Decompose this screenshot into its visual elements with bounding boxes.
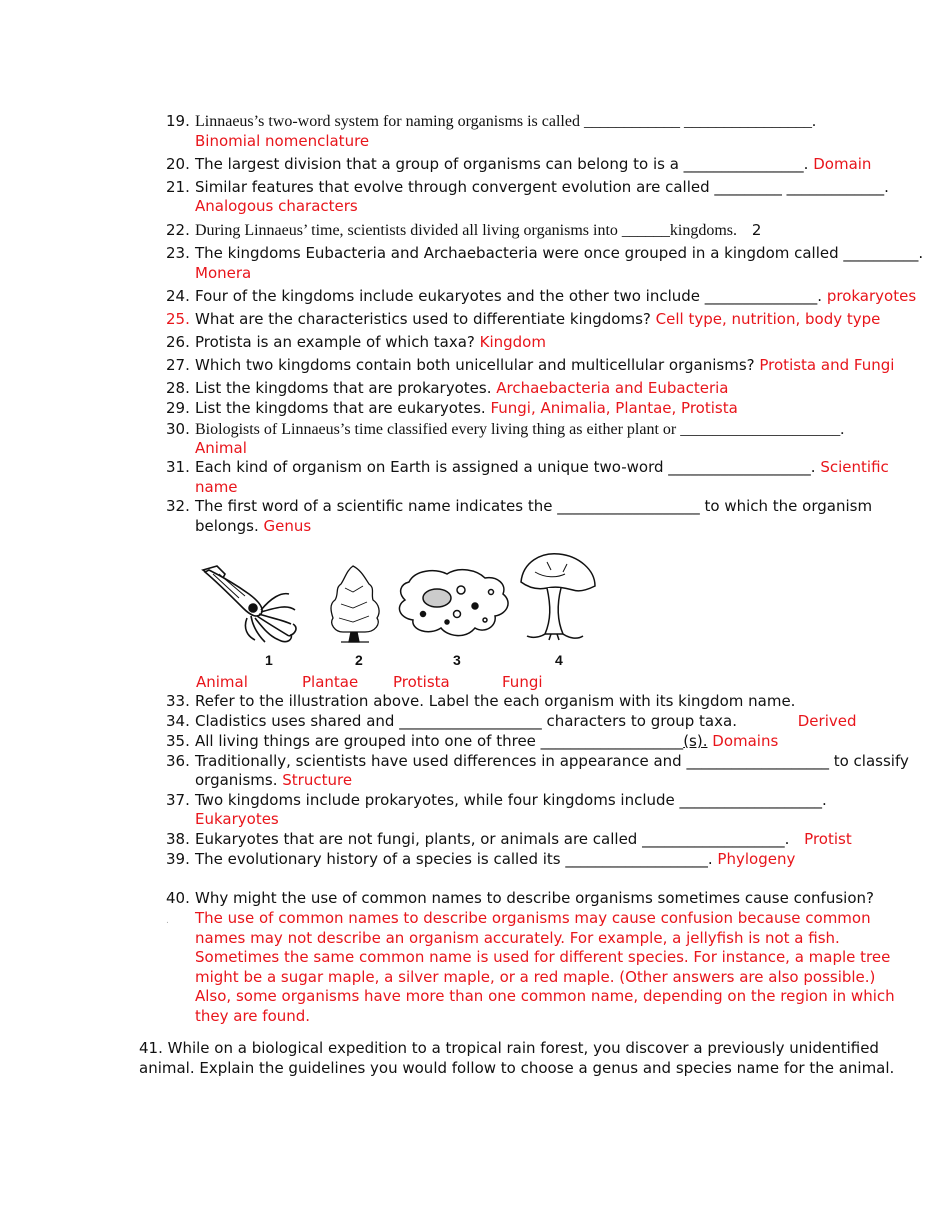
answer-39: Phylogeny	[717, 850, 796, 868]
question-text: Refer to the illustration above. Label the each organism with its kingdom name.	[195, 692, 796, 710]
question-32	[166, 497, 896, 517]
answer-28: Archaebacteria and Eubacteria	[496, 379, 729, 397]
question-39	[166, 850, 896, 870]
question-text: Cladistics uses shared and ___________________ characters to group taxa.	[195, 712, 737, 730]
answer-35: Domains	[712, 732, 779, 750]
question-number: 38.	[166, 830, 190, 848]
question-24	[166, 287, 917, 307]
answer-31-cont: name	[195, 478, 238, 496]
question-number: 34.	[166, 712, 190, 730]
answer-30: Animal	[195, 439, 247, 457]
question-number: 25.	[166, 310, 190, 328]
answer-23: Monera	[195, 264, 252, 282]
question-32-cont	[195, 517, 311, 537]
answer-37: Eukaryotes	[195, 810, 279, 828]
answer-36: Structure	[282, 771, 353, 789]
answer-22: 2	[751, 221, 762, 239]
question-number: 23.	[166, 244, 190, 262]
question-text: Two kingdoms include prokaryotes, while four kingdoms include ___________________.	[195, 791, 827, 809]
tree-drawing	[331, 566, 379, 642]
question-suffix: (s).	[683, 732, 708, 750]
question-40	[166, 889, 896, 909]
answer-31: Scientific	[820, 458, 889, 476]
question-text: All living things are grouped into one of three ___________________	[195, 732, 684, 750]
question-22	[166, 221, 896, 241]
illustration-number-4: 4	[555, 652, 563, 668]
question-number: 31.	[166, 458, 190, 476]
question-text: Eukaryotes that are not fungi, plants, or animals are called ___________________.	[195, 830, 790, 848]
question-text: Linnaeus’s two-word system for naming organisms is called ____________ ________________.	[195, 113, 816, 130]
question-33	[166, 692, 896, 712]
question-text: The first word of a scientific name indicates the ___________________ to which the organism	[195, 497, 873, 515]
question-30	[166, 420, 896, 440]
answer-32: Genus	[263, 517, 312, 535]
question-number: 20.	[166, 155, 190, 173]
kingdom-label-2: Plantae	[302, 673, 359, 691]
organism-illustration	[195, 548, 615, 668]
answer-40: The use of common names to describe organisms may cause confusion because common names may not describe an organism accurately. For example, a jellyfish is not a fish. Sometimes the same common name is used for different species. For instance, a maple tree might be a sugar maple, a silver maple, or a red maple. (Other answers are also possible.) Also, some organisms have more than one common name, depending on the region in which they are found.	[195, 909, 895, 1025]
question-31	[166, 458, 896, 478]
question-20	[166, 155, 896, 175]
question-text: Biologists of Linnaeus’s time classified every living thing as either plant or ____________________.	[195, 421, 845, 438]
question-text: belongs.	[195, 517, 259, 535]
question-35	[166, 732, 896, 752]
answer-38: Protist	[804, 830, 852, 848]
question-number: 40.	[166, 889, 190, 907]
question-number: 19.	[166, 112, 190, 130]
answer-20: Domain	[813, 155, 872, 173]
answer-19: Binomial nomenclature	[195, 132, 370, 150]
question-27	[166, 356, 896, 376]
question-text: Traditionally, scientists have used differences in appearance and ___________________ to classify	[195, 752, 909, 770]
question-text: Similar features that evolve through convergent evolution are called _________ _____________.	[195, 178, 889, 196]
question-number: 27.	[166, 356, 190, 374]
question-41: 41. While on a biological expedition to a tropical rain forest, you discover a previously unidentified animal. Explain the guidelines you would follow to choose a genus and species name for the animal.	[139, 1039, 895, 1077]
answer-29: Fungi, Animalia, Plantae, Protista	[490, 399, 738, 417]
question-number: 32.	[166, 497, 190, 515]
kingdom-label-3: Protista	[393, 673, 450, 691]
question-number: 36.	[166, 752, 190, 770]
question-number: 22.	[166, 221, 190, 239]
question-text: What are the characteristics used to differentiate kingdoms?	[195, 310, 651, 328]
question-number: 24.	[166, 287, 190, 305]
question-text: List the kingdoms that are prokaryotes.	[195, 379, 492, 397]
question-34	[166, 712, 896, 732]
question-text: Four of the kingdoms include eukaryotes and the other two include _______________.	[195, 287, 823, 305]
question-text: Protista is an example of which taxa?	[195, 333, 475, 351]
question-19	[166, 112, 896, 132]
squid-drawing	[203, 566, 296, 642]
answer-21: Analogous characters	[195, 197, 358, 215]
question-26	[166, 333, 896, 353]
illustration-number-3: 3	[453, 652, 461, 668]
question-number: 33.	[166, 692, 190, 710]
question-38	[166, 830, 896, 850]
question-number: 30.	[166, 420, 190, 438]
question-number: 28.	[166, 379, 190, 397]
illustration-number-1: 1	[265, 652, 273, 668]
question-number: 29.	[166, 399, 190, 417]
question-number: 35.	[166, 732, 190, 750]
question-number: 26.	[166, 333, 190, 351]
answer-26: Kingdom	[479, 333, 546, 351]
question-text: The largest division that a group of organisms can belong to is a ________________.	[195, 155, 809, 173]
question-text: Each kind of organism on Earth is assigned a unique two-word ___________________.	[195, 458, 816, 476]
question-number: 21.	[166, 178, 190, 196]
question-text: List the kingdoms that are eukaryotes.	[195, 399, 486, 417]
question-28	[166, 379, 896, 399]
answer-25: Cell type, nutrition, body type	[655, 310, 881, 328]
kingdom-label-1: Animal	[196, 673, 248, 691]
bullet-mark: .	[166, 916, 169, 926]
question-text: Why might the use of common names to describe organisms sometimes cause confusion?	[195, 889, 874, 907]
question-37	[166, 791, 896, 811]
illustration-number-2: 2	[355, 652, 363, 668]
question-text: The kingdoms Eubacteria and Archaebacteria were once grouped in a kingdom called __________.	[195, 244, 924, 262]
answer-34: Derived	[797, 712, 857, 730]
question-23	[166, 244, 924, 264]
question-text: The evolutionary history of a species is called its ___________________.	[195, 850, 713, 868]
question-number: 37.	[166, 791, 190, 809]
question-29	[166, 399, 896, 419]
answer-24: prokaryotes	[826, 287, 917, 305]
question-21	[166, 178, 896, 198]
question-text: Which two kingdoms contain both unicellular and multicellular organisms?	[195, 356, 755, 374]
question-text: organisms.	[195, 771, 278, 789]
question-25	[166, 310, 896, 330]
mushroom-drawing	[521, 554, 595, 640]
question-text: During Linnaeus’ time, scientists divided all living organisms into ______kingdoms.	[195, 222, 738, 239]
question-number: 39.	[166, 850, 190, 868]
question-36	[166, 752, 909, 772]
kingdom-label-4: Fungi	[502, 673, 543, 691]
amoeba-drawing	[399, 570, 508, 636]
answer-27: Protista and Fungi	[759, 356, 895, 374]
question-36-cont	[195, 771, 352, 791]
